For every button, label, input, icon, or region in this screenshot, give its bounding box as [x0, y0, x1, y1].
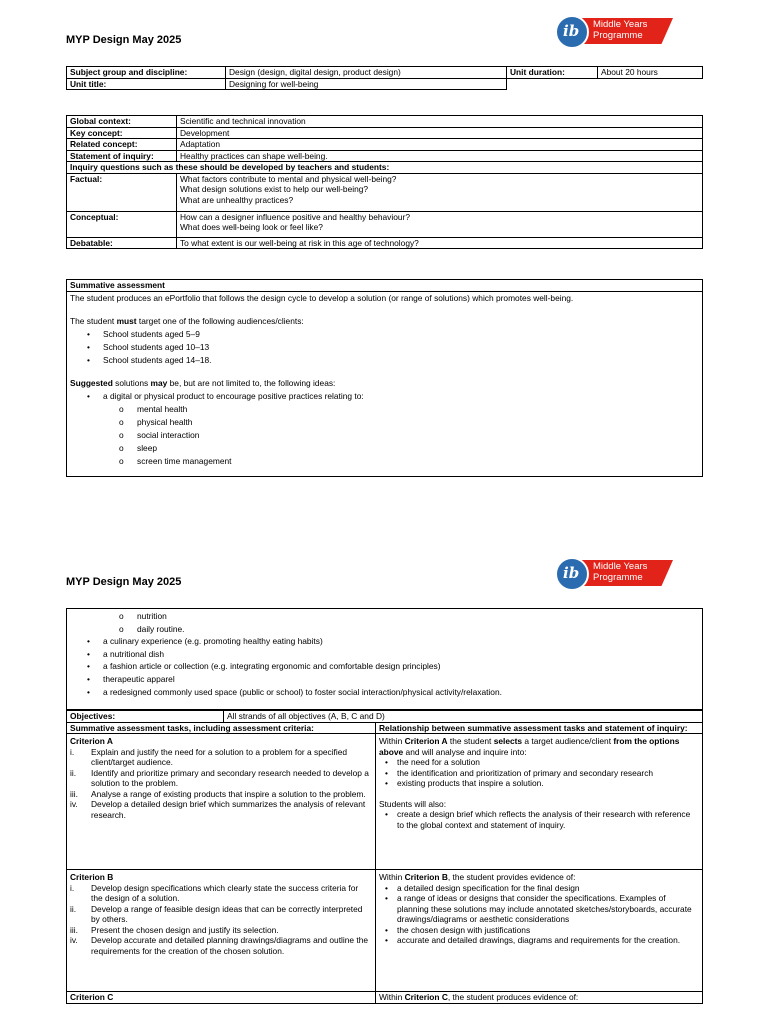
criterion-a-list [70, 747, 372, 821]
criterion-c-title: Criterion C [67, 992, 376, 1004]
objectives-table [66, 710, 703, 1004]
factual-q2: What design solutions exist to help our well-being? [180, 184, 369, 194]
ideas-list [67, 390, 702, 468]
factual-q3: What are unhealthy practices? [180, 194, 294, 205]
subject-label: Subject group and discipline: [67, 67, 226, 79]
criterion-b-bullets [379, 883, 699, 946]
conceptual-questions [177, 211, 703, 237]
idea-item: • a redesigned commonly used space (public or school) to foster social interaction/physical activity/relaxation. [67, 686, 702, 699]
related-concept-value: Adaptation [177, 139, 703, 151]
tasks-heading: Summative assessment tasks, including assessment criteria: [67, 722, 376, 734]
conceptual-q1: How can a designer influence positive and healthy behaviour? [180, 211, 410, 222]
audience-sentence: The student must target one of the following audiences/clients: [70, 316, 304, 326]
criterion-item: i. Develop design specifications which clearly state the success criteria for the design of a solution. [70, 882, 359, 903]
idea-item: • a culinary experience (e.g. promoting healthy eating habits) [67, 635, 702, 648]
bullet-item: • a range of ideas or designs that consider the specifications. Examples of planning these solutions may include annotated sketches/storyboards, accurate drawings/diagrams or aesthetic considerations [379, 893, 699, 925]
key-concept-value: Development [177, 127, 703, 139]
criterion-item: iv. Develop a detailed design brief which summarizes the analysis of relevant research. [70, 799, 366, 820]
objectives-value: All strands of all objectives (A, B, C and D) [224, 711, 703, 723]
criterion-b-intro: Within Criterion B, the student provides evidence of: [379, 872, 576, 882]
related-concept-label: Related concept: [67, 139, 177, 151]
factual-label: Factual: [67, 173, 177, 211]
page-title: MYP Design May 2025 [66, 34, 182, 46]
criterion-a-bullets [379, 757, 699, 789]
bullet-item: • the need for a solution [379, 757, 699, 768]
duration-value: About 20 hours [598, 67, 703, 79]
criterion-a-relationship [376, 734, 703, 870]
logo-line-2: Programme [593, 572, 643, 583]
questions-heading: Inquiry questions such as these should be developed by teachers and students: [67, 162, 703, 174]
unit-info-table [66, 66, 703, 90]
bullet-item: • a detailed design specification for the final design [379, 883, 699, 894]
summative-intro: The student produces an ePortfolio that follows the design cycle to develop a solution (or range of solutions) which promotes well-being. [70, 293, 574, 303]
subidea-item: o sleep [67, 442, 702, 455]
subject-value: Design (design, digital design, product design) [226, 67, 507, 79]
criterion-a-intro: Within Criterion A the student selects a target audience/client from the options above and will analyse and inquire into: [379, 736, 680, 757]
subidea-item: o physical health [67, 416, 702, 429]
subidea-item: o nutrition [67, 610, 702, 623]
bullet-item: • existing products that inspire a solution. [379, 778, 699, 789]
suggested-sentence: Suggested solutions may be, but are not limited to, the following ideas: [70, 378, 336, 388]
criterion-item: iv. Develop accurate and detailed planning drawings/diagrams and outline the requirements for the creation of the chosen solution. [70, 935, 369, 956]
continued-ideas-box [66, 608, 703, 710]
ib-logo-2: ib Middle Years Programme [555, 557, 675, 591]
criterion-item: ii. Identify and prioritize primary and secondary research needed to develop a solution to the problem. [70, 767, 369, 788]
bullet-item: • accurate and detailed drawings, diagrams and requirements for the creation. [379, 935, 699, 946]
criterion-b-list [70, 883, 372, 957]
logo-line-1: Middle Years [593, 561, 648, 572]
relationship-heading: Relationship between summative assessment tasks and statement of inquiry: [376, 722, 703, 734]
unit-title-label: Unit title: [67, 78, 226, 90]
criterion-item: i. Explain and justify the need for a solution to a problem for a specified client/target audience. [70, 746, 348, 767]
debatable-q1: To what extent is our well-being at risk in this age of technology? [177, 237, 703, 249]
summative-heading: Summative assessment [67, 280, 702, 292]
factual-q1: What factors contribute to mental and physical well-being? [180, 173, 397, 184]
logo-line-1: Middle Years [593, 19, 648, 30]
audience-item: • School students aged 5–9 [67, 328, 702, 341]
logo-line-2: Programme [593, 30, 643, 41]
conceptual-q2: What does well-being look or feel like? [180, 222, 323, 232]
context-table [66, 115, 703, 249]
criterion-a-also-bullets [379, 809, 699, 830]
duration-label: Unit duration: [507, 67, 598, 79]
continued-list [67, 610, 702, 698]
inquiry-value: Healthy practices can shape well-being. [177, 150, 703, 162]
ib-logo: ib Middle Years Programme [555, 15, 675, 49]
criterion-c-relationship: Within Criterion C, the student produces evidence of: [376, 992, 703, 1004]
criterion-item: iii. Analyse a range of existing products that inspire a solution to the problem. [70, 788, 366, 799]
idea-item: • a fashion article or collection (e.g. integrating ergonomic and comfortable design principles) [67, 660, 702, 673]
bullet-item: • the identification and prioritization of primary and secondary research [379, 768, 699, 779]
inquiry-label: Statement of inquiry: [67, 150, 177, 162]
objectives-label: Objectives: [67, 711, 224, 723]
subidea-item: o social interaction [67, 429, 702, 442]
criterion-a-title: Criterion A [70, 736, 113, 746]
subidea-item: o daily routine. [67, 623, 702, 636]
summative-assessment-box [66, 279, 703, 477]
page-title-2: MYP Design May 2025 [66, 576, 182, 588]
unit-title-value: Designing for well-being [226, 78, 507, 90]
idea-item: • a nutritional dish [67, 648, 702, 661]
criterion-a-also: Students will also: [379, 798, 447, 809]
criterion-b-relationship [376, 870, 703, 992]
criterion-item: iii. Present the chosen design and justify its selection. [70, 924, 279, 935]
debatable-label: Debatable: [67, 237, 177, 249]
bullet-item: • create a design brief which reflects the analysis of their research with reference to the global context and statement of inquiry. [379, 809, 699, 830]
idea-item: • therapeutic apparel [67, 673, 702, 686]
subidea-item: o mental health [67, 403, 702, 416]
factual-questions [177, 173, 703, 211]
criterion-item: ii. Develop a range of feasible design ideas that can be correctly interpreted by others. [70, 903, 363, 924]
criterion-b-tasks [67, 870, 376, 992]
idea-item: • a digital or physical product to encourage positive practices relating to: [67, 390, 702, 403]
audience-item: • School students aged 14–18. [67, 354, 702, 367]
key-concept-label: Key concept: [67, 127, 177, 139]
bullet-item: • the chosen design with justifications [379, 925, 699, 936]
audience-item: • School students aged 10–13 [67, 341, 702, 354]
audience-list [67, 328, 702, 367]
global-context-value: Scientific and technical innovation [177, 116, 703, 128]
criterion-b-title: Criterion B [70, 872, 114, 882]
subidea-item: o screen time management [67, 455, 702, 468]
global-context-label: Global context: [67, 116, 177, 128]
conceptual-label: Conceptual: [67, 211, 177, 237]
criterion-a-tasks [67, 734, 376, 870]
